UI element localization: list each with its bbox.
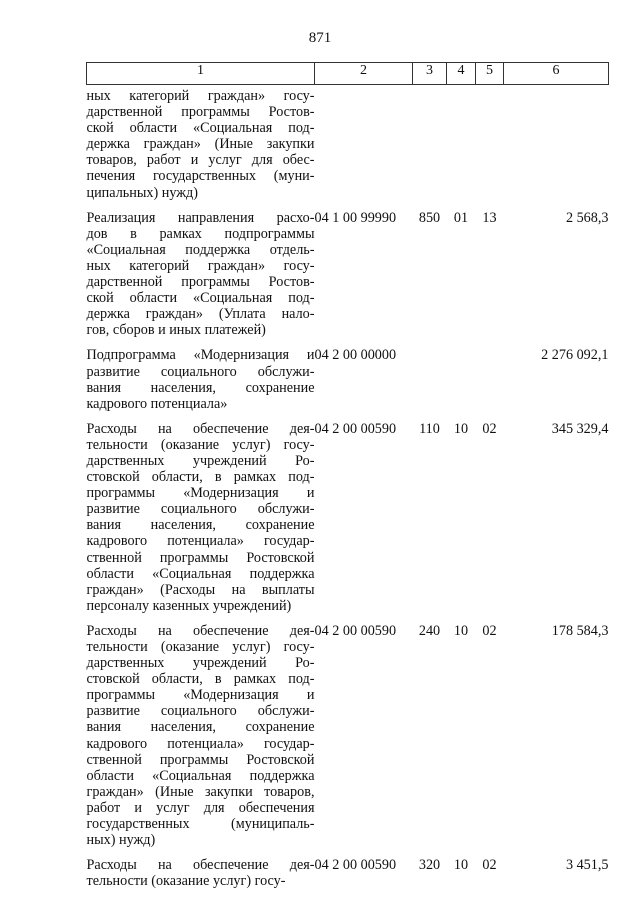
target-code: 04 1 00 99990 [314,209,397,226]
description-line: вания населения, сохранение [86,517,315,534]
description-line: печения государственных (муни- [86,168,315,185]
row-description [87,421,315,623]
description-line: ных категорий граждан» госу- [86,88,315,104]
table-body [87,85,609,899]
description-line: дов в рамках подпрограммы [86,225,315,242]
description-line: тельности (оказание услуг) госу- [86,873,286,890]
description-line: товаров, работ и услуг для обес- [86,152,315,169]
table-row [87,210,609,348]
description-line: области «Социальная поддержка [86,767,315,784]
amount: 3 451,5 [565,857,609,874]
description-line: Расходы на обеспечение дея- [86,420,315,437]
subsection-code [476,347,504,420]
table-header-row [87,63,609,85]
target-code [315,85,413,210]
description-line: кадрового потенциала» государ- [86,533,315,550]
description-line: Подпрограмма «Модернизация и [86,347,315,364]
description-line: кадрового потенциала» [86,395,228,412]
expense-type-code: 320 [418,857,441,874]
section-code [447,85,476,210]
column-header-6: 6 [504,63,609,85]
target-code: 04 2 00 00590 [314,420,397,437]
description-line: государственных (муниципаль- [86,816,315,833]
description-line: стовской области, в рамках под- [86,671,315,688]
description-line: вания населения, сохранение [86,719,315,736]
subsection-code: 02 [482,622,497,639]
description-line: тельности (оказание услуг) госу- [86,436,315,453]
description-line: программы «Модернизация и [86,687,315,704]
description-line: дарственных учреждений Ро- [86,452,315,469]
amount [504,85,609,210]
target-code: 04 2 00 00000 [314,347,397,364]
row-description [87,347,315,420]
expense-type-code: 850 [418,209,441,226]
description-line: вания населения, сохранение [86,379,315,396]
description-line: программы «Модернизация и [86,485,315,502]
description-line: Расходы на обеспечение дея- [86,857,315,874]
expense-type-code [413,347,447,420]
description-line: развитие социального обслужи- [86,363,315,380]
expense-type-code: 240 [418,622,441,639]
row-description [87,623,315,857]
table-row [87,85,609,210]
row-description [87,85,315,210]
description-line: Реализация направления расхо- [86,209,315,226]
target-code: 04 2 00 00590 [314,622,397,639]
amount: 345 329,4 [551,420,609,437]
description-line: ных категорий граждан» госу- [86,257,315,274]
subsection-code: 02 [482,420,497,437]
description-line: ных) нужд) [86,832,156,849]
description-line: персоналу казенных учреждений) [86,597,292,614]
column-header-3: 3 [413,63,447,85]
section-code: 10 [453,420,469,437]
description-line: ственной программы Ростовской [86,549,315,566]
description-line: граждан» (Расходы на выплаты [86,581,315,598]
description-line: развитие социального обслужи- [86,703,315,720]
description-line: «Социальная поддержка отдель- [86,241,315,258]
budget-table [86,62,609,898]
subsection-code [476,85,504,210]
description-line: граждан» (Иные закупки товаров, [86,783,315,800]
table-row [87,347,609,420]
amount: 2 568,3 [565,209,609,226]
description-line: области «Социальная поддержка [86,565,315,582]
subsection-code: 13 [482,209,497,226]
description-line: работ и услуг для обеспечения [86,799,315,816]
description-line: Расходы на обеспечение дея- [86,622,315,639]
description-line: гов, сборов и иных платежей) [86,322,266,339]
section-code: 10 [453,857,469,874]
section-code: 10 [453,622,469,639]
description-line: дарственных учреждений Ро- [86,655,315,672]
section-code [447,347,476,420]
column-header-4: 4 [447,63,476,85]
column-header-5: 5 [476,63,504,85]
row-description [87,210,315,348]
description-line: держка граждан» (Уплата нало- [86,306,315,323]
table-row [87,421,609,623]
amount: 178 584,3 [551,622,609,639]
description-line: кадрового потенциала» государ- [86,735,315,752]
table-row [87,857,609,898]
description-line: стовской области, в рамках под- [86,469,315,486]
target-code: 04 2 00 00590 [314,857,397,874]
description-line: ственной программы Ростовской [86,751,315,768]
description-line: дарственной программы Ростов- [86,274,315,291]
amount: 2 276 092,1 [541,347,609,364]
description-line: ской области «Социальная под- [86,120,315,137]
description-line: развитие социального обслужи- [86,501,315,518]
expense-type-code: 110 [419,420,440,437]
description-line: ской области «Социальная под- [86,290,315,307]
description-line: держка граждан» (Иные закупки [86,136,315,153]
expense-type-code [413,85,447,210]
column-header-2: 2 [315,63,413,85]
page-number: 871 [308,30,332,46]
description-line: ципальных) нужд) [86,184,198,201]
description-line: тельности (оказание услуг) госу- [86,639,315,655]
table-row [87,623,609,857]
row-description [87,857,315,898]
subsection-code: 02 [482,857,497,874]
description-line: дарственной программы Ростов- [86,104,315,121]
column-header-1: 1 [87,63,315,85]
section-code: 01 [453,209,469,226]
